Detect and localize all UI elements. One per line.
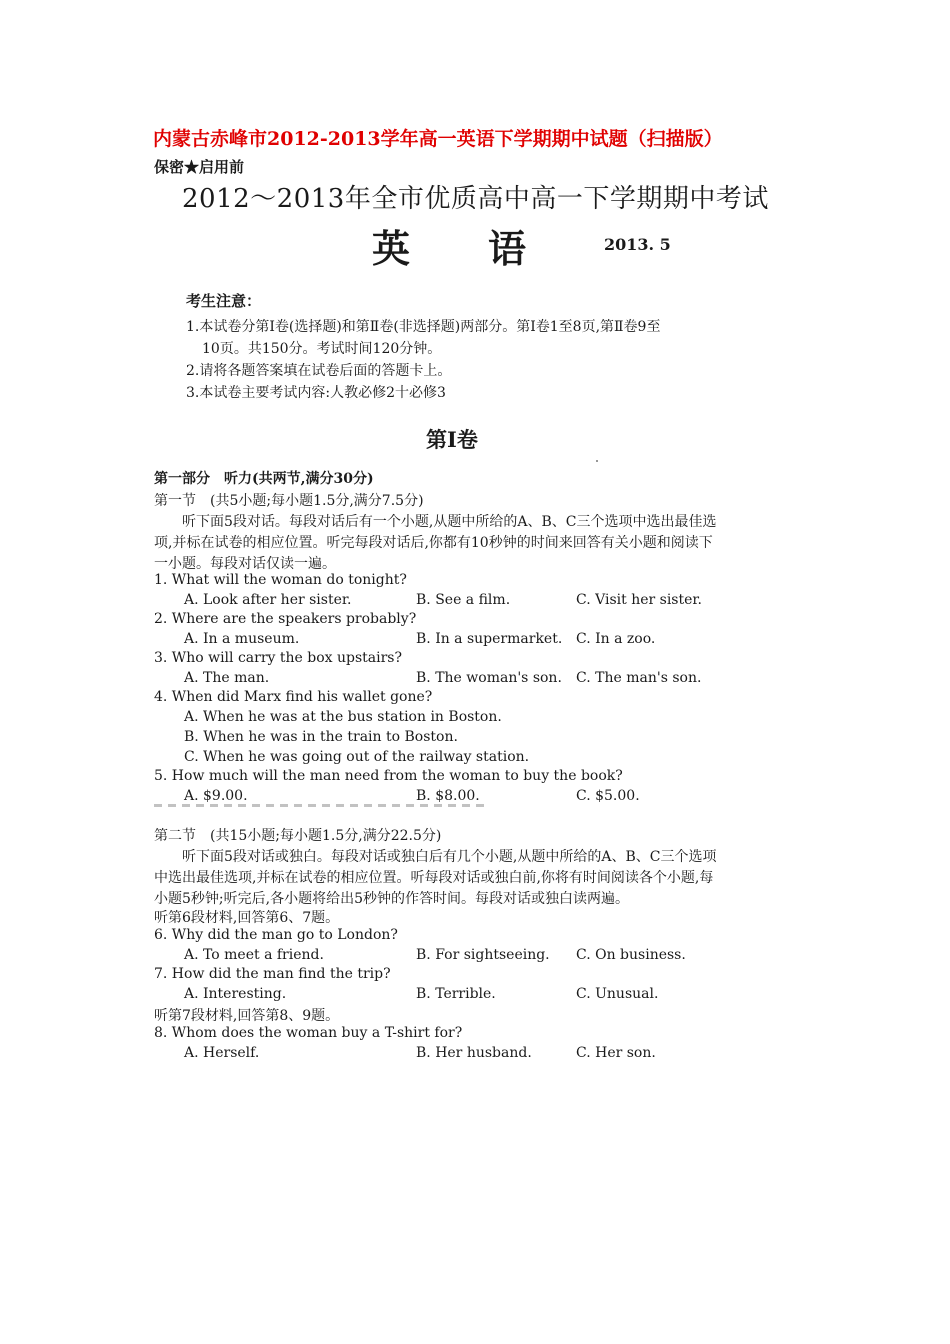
- section1-instruction: 一小题。每段对话仅读一遍。: [154, 556, 336, 572]
- option-a: A. To meet a friend.: [184, 947, 324, 963]
- option-c: C. Visit her sister.: [576, 592, 702, 608]
- option-b: B. Her husband.: [416, 1045, 532, 1061]
- question-text: 1. What will the woman do tonight?: [154, 572, 407, 588]
- section2-instruction: 中选出最佳选项,并标在试卷的相应位置。听每段对话或独白前,你将有时间阅读各个小题,每: [154, 870, 714, 886]
- option-b: B. The woman's son.: [416, 670, 562, 686]
- part1-heading: 第一部分 听力(共两节,满分30分): [154, 471, 374, 487]
- option-a: A. Look after her sister.: [184, 592, 352, 608]
- option-b: B. For sightseeing.: [416, 947, 550, 963]
- option-a: A. $9.00.: [184, 788, 248, 804]
- exam-title: 2012～2013年全市优质高中高一下学期期中考试: [182, 184, 769, 214]
- option-c: C. Her son.: [576, 1045, 656, 1061]
- notice-item: 3.本试卷主要考试内容:人教必修2十必修3: [186, 385, 446, 401]
- question-text: 7. How did the man find the trip?: [154, 966, 391, 982]
- question-text: 6. Why did the man go to London?: [154, 927, 398, 943]
- section1-heading: 第一节 (共5小题;每小题1.5分,满分7.5分): [154, 493, 424, 509]
- question-text: 4. When did Marx find his wallet gone?: [154, 689, 433, 705]
- subject-char-1: 英: [372, 226, 411, 271]
- option-a: A. Herself.: [184, 1045, 260, 1061]
- section1-instruction: 听下面5段对话。每段对话后有一个小题,从题中所给的A、B、C三个选项中选出最佳选: [182, 514, 717, 530]
- notice-item: 1.本试卷分第Ⅰ卷(选择题)和第Ⅱ卷(非选择题)两部分。第Ⅰ卷1至8页,第Ⅱ卷9至: [186, 319, 661, 335]
- option-c: C. $5.00.: [576, 788, 640, 804]
- option-a: A. The man.: [184, 670, 270, 686]
- option-a: A. Interesting.: [184, 986, 287, 1002]
- option-b: B. See a film.: [416, 592, 511, 608]
- option-c: C. When he was going out of the railway station.: [184, 749, 530, 765]
- question-text: 5. How much will the man need from the woman to buy the book?: [154, 768, 623, 784]
- notice-item: 2.请将各题答案填在试卷后面的答题卡上。: [186, 363, 452, 379]
- question-text: 2. Where are the speakers probably?: [154, 611, 417, 627]
- option-c: C. On business.: [576, 947, 686, 963]
- section1-instruction: 项,并标在试卷的相应位置。听完每段对话后,你都有10秒钟的时间来回答有关小题和阅读下: [154, 535, 713, 551]
- section2-heading: 第二节 (共15小题;每小题1.5分,满分22.5分): [154, 828, 442, 844]
- confidential-label: 保密★启用前: [154, 158, 245, 176]
- option-b: B. $8.00.: [416, 788, 480, 804]
- material-note: 听第7段材料,回答第8、9题。: [154, 1008, 340, 1024]
- question-text: 8. Whom does the woman buy a T-shirt for?: [154, 1025, 463, 1041]
- option-c: C. In a zoo.: [576, 631, 656, 647]
- subject-char-2: 语: [488, 226, 527, 271]
- option-c: C. Unusual.: [576, 986, 659, 1002]
- exam-date: 2013. 5: [604, 235, 671, 254]
- option-b: B. When he was in the train to Boston.: [184, 729, 458, 745]
- notice-item: 10页。共150分。考试时间120分钟。: [202, 341, 442, 357]
- option-c: C. The man's son.: [576, 670, 702, 686]
- option-b: B. Terrible.: [416, 986, 496, 1002]
- section2-instruction: 听下面5段对话或独白。每段对话或独白后有几个小题,从题中所给的A、B、C三个选项: [182, 849, 717, 865]
- scanned-exam-page: [150, 152, 770, 1072]
- option-b: B. In a supermarket.: [416, 631, 563, 647]
- question-text: 3. Who will carry the box upstairs?: [154, 650, 403, 666]
- scan-smudge: [154, 804, 484, 807]
- option-a: A. When he was at the bus station in Boston.: [184, 709, 502, 725]
- section2-instruction: 小题5秒钟;听完后,各小题将给出5秒钟的作答时间。每段对话或独白读两遍。: [154, 891, 629, 907]
- notice-heading: 考生注意：: [186, 292, 262, 310]
- subject-title: [372, 218, 526, 273]
- document-title: 内蒙古赤峰市2012-2013学年高一英语下学期期中试题（扫描版）: [153, 128, 723, 150]
- material-note: 听第6段材料,回答第6、7题。: [154, 910, 340, 926]
- option-a: A. In a museum.: [184, 631, 300, 647]
- volume-title: 第Ⅰ卷: [426, 427, 478, 452]
- scan-speck: [596, 460, 598, 462]
